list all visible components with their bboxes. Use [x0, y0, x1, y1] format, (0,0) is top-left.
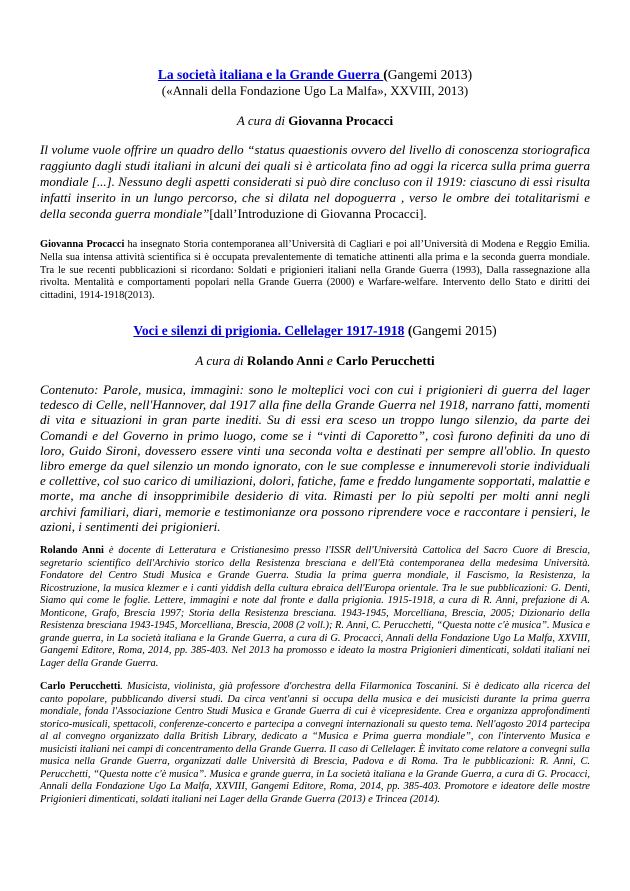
- book2-title: [40, 322, 590, 339]
- book2-bio1-text: è docente di Letteratura e Cristianesimo presso l'ISSR dell'Università Cattolica del Sacro Cuore di Brescia, segretario scientifico dell'Archivio storico della Resistenza bresciana e dell'Età contemporanea della medesima Università. Fondatore del Centro Studi Musica e Grande Guerra. Studia la prima guerra mondiale, il Fascismo, la Resistenza, la Ricostruzione, la musica klezmer e i canti yiddish della cultura ebraica dell'Europa orientale. Tra le sue pubblicazioni: G. Denti, Siamo qui come le foglie. Lettere, immagini e note dal fronte e dalla prigionia. 1915-1918, a cura di R. Anni, prefazione di A. Monticone, Grafo, Brescia 1997; Storia della Resistenza bresciana. 1943-1945, Morcelliana, Brescia, 2005; Dizionario della Resistenza bresciana 1943-1945, Morcelliana, Brescia, 2008 (2 voll.); R. Anni, C. Perucchetti, “Questa notte c'è musica”. Musica e grande guerra, in La società italiana e la Grande Guerra, a cura di G. Procacci, Annali della Fondazione Ugo La Malfa, XXVIII, Gangemi Editore, Roma, 2014, pp. 385-403. Nel 2013 ha promosso e ideato la mostra Prigionieri dimenticati, soldati italiani nei Lager della Grande Guerra.: [40, 545, 590, 669]
- book2-curator-line: [40, 353, 590, 369]
- book2-bio2-name: Carlo Perucchetti: [40, 681, 121, 693]
- book2-bio1-name: Rolando Anni: [40, 545, 104, 557]
- book1-bio: [40, 239, 590, 303]
- book2-description-text: Contenuto: Parole, musica, immagini: sono le molteplici voci con cui i prigionieri di guerra del lager tedesco di Celle, nell'Hannover, dal 1917 alla fine della Grande Guerra nel 1918, narrano fatti, momenti di vita e situazioni in gran parte inediti. Su di essi era sceso un troppo lungo silenzio, da parte dei Comandi e del Governo in primo luogo, come se i “vinti di Caporetto”, così furono definiti da uno di loro, Guido Sironi, dovessero essere vinti una seconda volta e destinati per sempre all'oblio. In questo libro emerge da quel silenzio un mondo ignorato, con le sue complesse e innumerevoli storie individuali e collettive, col suo carico di umiliazioni, dolori, fatiche, fame e freddo lungamente sopportati, malattie e morte, ma anche di insopprimibile desiderio di vita. Rimasti per lo più sepolti per molti anni negli archivi familiari, diari, memorie e testimonianze ora possono riprendere voce e raccontare i pensieri, le azioni, i sentimenti dei prigionieri.: [40, 381, 590, 534]
- book2-title-link[interactable]: Voci e silenzi di prigionia. Cellelager 1917-1918: [133, 322, 405, 338]
- book1-description: [40, 142, 590, 222]
- book2-description: [40, 382, 590, 534]
- book2-bio-rolando-anni: [40, 545, 590, 670]
- book1-title-paren: (: [383, 67, 388, 82]
- book1-curator-line: [40, 113, 590, 129]
- book1-description-text: Il volume vuole offrire un quadro dello “status quaestionis ovvero del livello di conoscenza storiografica raggiunto dagli studi italiani in alcuni dei quali si è articolata fino ad oggi la ricerca sulla prima guerra mondiale [...]. Nessuno degli aspetti considerati si può dire concluso con il 1919: ciascuno di essi risulta infatti inserito in un lungo percorso, che si dilata nel dopoguerra , verso le ombre dei totalitarismi e della seconda guerra mondiale”: [40, 142, 590, 221]
- book2-title-paren: (: [404, 322, 413, 338]
- book2-curator-name-2: Carlo Perucchetti: [336, 352, 435, 368]
- book1-curator-prefix: A cura di: [236, 113, 286, 128]
- book1-curator-name: Giovanna Procacci: [288, 113, 394, 128]
- book2-curator-name-1: Rolando Anni: [246, 352, 324, 368]
- book2-bio-carlo-perucchetti: [40, 681, 590, 806]
- book1-description-source: [dall’Introduzione di Giovanna Procacci].: [209, 206, 427, 221]
- book2-title-suffix: Gangemi 2015): [412, 322, 497, 338]
- book2-curator-prefix: A cura di: [195, 352, 244, 368]
- book2-curator-conjunction: e: [323, 352, 337, 368]
- book1-title-link[interactable]: La società italiana e la Grande Guerra: [157, 67, 384, 82]
- book1-bio-name: Giovanna Procacci: [40, 239, 125, 250]
- book1-title: [40, 66, 590, 83]
- book2-bio2-text: . Musicista, violinista, già professore d'orchestra della Filarmonica Toscanini. Si è dedicato alla ricerca del canto popolare, pubblicando diversi studi. Da circa vent'anni si occupa della musica e dei musicisti durante la prima guerra mondiale, fonda l'Associazione Centro Studi Musica e Grande Guerra di cui è vicepresidente. Crea e organizza approfondimenti storico-musicali, spettacoli, conferenze-concerto e partecipa a convegni internazionali su questo tema. Nell'agosto 2014 partecipa al al convegno organizzato dalla British Library, dedicato a “Musica e Prima guerra mondiale”, con l'intervento Musica e musicisti italiani nei campi di concentramento della Grande Guerra. Il caso di Cellelager. È invitato come relatore a convegni sulla musica nella Grande Guerra, organizzati dalle Università di Brescia, Padova e di Roma. Tra le pubblicazioni: R. Anni, C. Perucchetti, “Questa notte c'è musica”. Musica e grande guerra, in La società italiana e la Grande Guerra, a cura di G. Procacci, Annali della Fondazione Ugo La Malfa, XXVIII, Gangemi Editore, Roma, 2014, pp. 385-403. Promotore e ideatore delle mostre Prigionieri dimenticati, soldati italiani nei Lager della Grande Guerra (2013) e Trincea (2014).: [40, 681, 590, 805]
- book1-title-suffix: Gangemi 2013): [387, 67, 473, 82]
- book1-subtitle: («Annali della Fondazione Ugo La Malfa», XXVIII, 2013): [161, 83, 469, 98]
- book1-bio-text: ha insegnato Storia contemporanea all’Università di Cagliari e poi all’Università di Modena e Reggio Emilia. Nella sua intensa attività scientifica si è occupata prevalentemente di tematiche attinenti alla prima e la seconda guerra mondiale. Tra le sue recenti pubblicazioni si ricordano: Soldati e prigionieri italiani nella Grande Guerra (1993), Dalla rassegnazione alla rivolta. Mentalità e comportamenti popolari nella Grande Guerra (2000) e Warfare-welfare. Intervento dello Stato e diritti dei cittadini, 1914-1918(2013).: [40, 239, 590, 302]
